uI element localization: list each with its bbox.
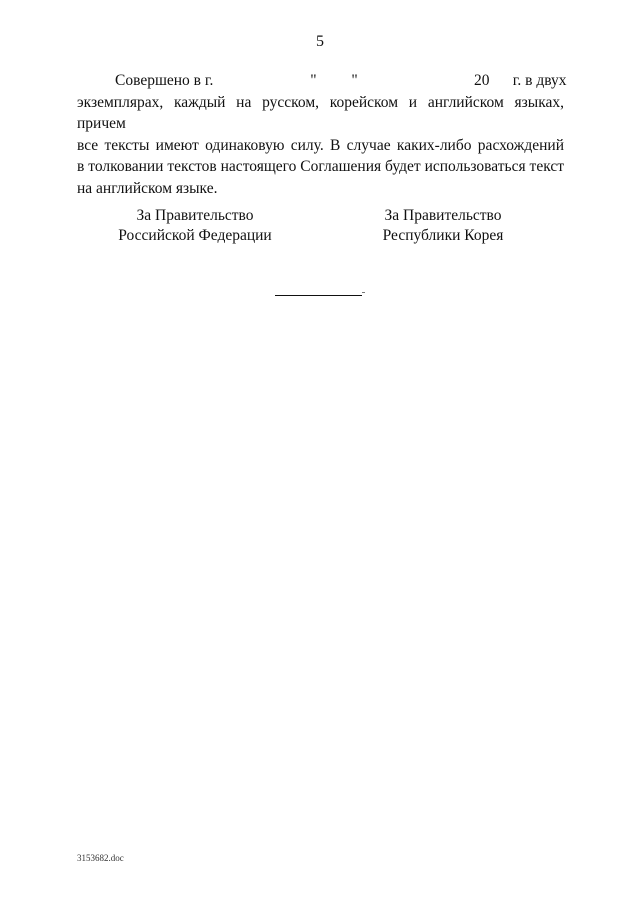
paragraph-line: все тексты имеют одинаковую силу. В случае каких-либо расхождений — [77, 136, 564, 154]
signature-block-korea — [343, 206, 543, 246]
paragraph-line: на английском языке. — [77, 179, 218, 197]
paragraph-line: экземплярах, каждый на русском, корейском и английском языках, причем — [77, 93, 564, 132]
paragraph-line: в толковании текстов настоящего Соглашения будет использоваться текст — [77, 158, 564, 175]
signature-block-russia — [95, 206, 295, 246]
paragraph-line: Совершено в г. " " 20 г. в двух — [115, 72, 567, 89]
end-of-document-rule — [275, 295, 362, 296]
signature-party: Республики Корея — [382, 227, 504, 244]
agreement-closing-paragraph — [77, 70, 567, 199]
rule-end-mark — [362, 292, 365, 293]
document-file-id: 3153682.doc — [77, 853, 124, 863]
signature-label: За Правительство — [384, 207, 502, 224]
signature-party: Российской Федерации — [118, 227, 272, 244]
page-number: 5 — [316, 33, 324, 50]
signature-label: За Правительство — [136, 207, 254, 224]
